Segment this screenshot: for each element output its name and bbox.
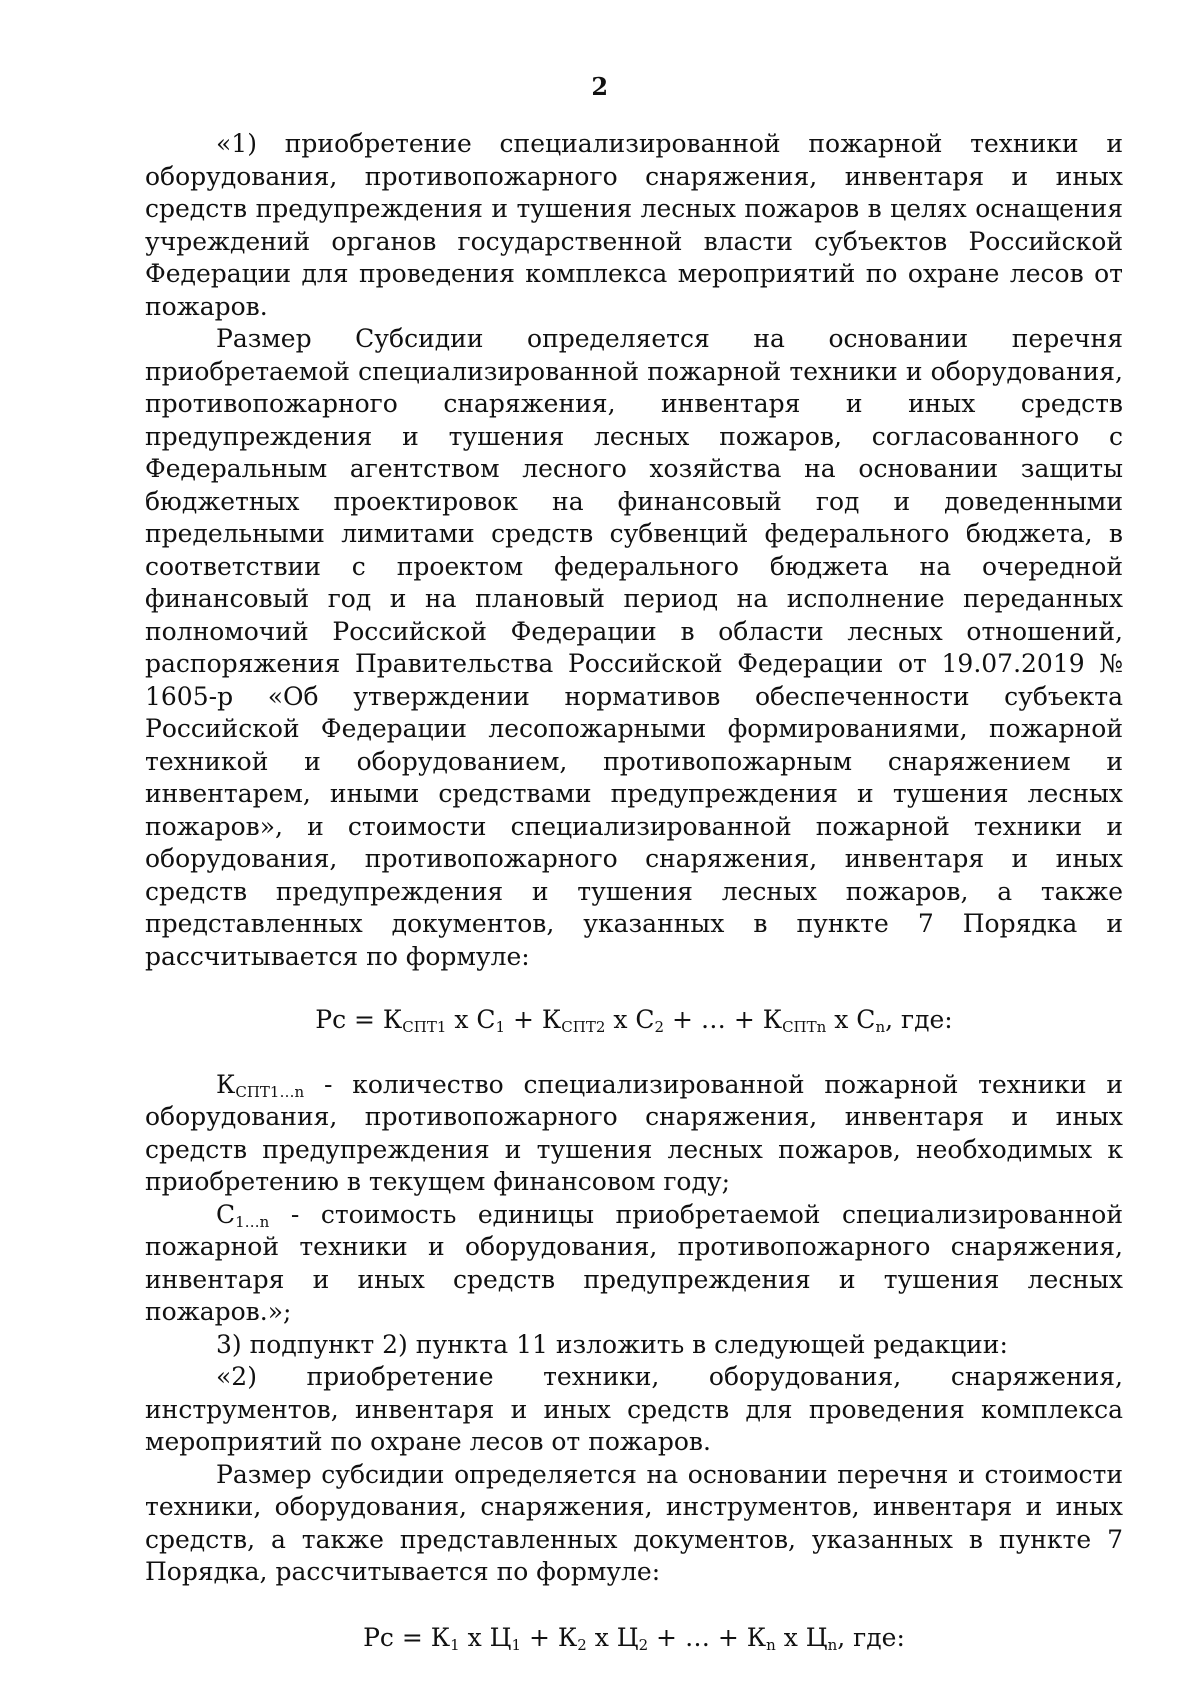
document-body [145,128,1123,1654]
paragraph-item-1: «1) приобретение специализированной пожарной техники и оборудования, противопожарного снаряжения, инвентаря и иных средств предупреждения и тушения лесных пожаров в целях оснащения учреждений органов государственной власти субъектов Российской Федерации для проведения комплекса мероприятий по охране лесов от пожаров. [145,129,1123,321]
paragraph-subpoint-3: 3) подпункт 2) пункта 11 изложить в следующей редакции: [216,1329,1008,1359]
definition-c: $С_{1\dots n}$ - стоимость единицы приобретаемой специализированной пожарной техники и оборудования, противопожарного снаряжения, инвентаря и иных средств предупреждения и тушения лесных пожаров.»; [145,1199,1123,1326]
definition-k-spt: $К_{СПТ1\dots n}$ - количество специализированной пожарной техники и оборудования, противопожарного снаряжения, инвентаря и иных средств предупреждения и тушения лесных пожаров, необходимых к приобретению в текущем финансовом году; [145,1069,1123,1196]
paragraph-subsidy-size: Размер Субсидии определяется на основании перечня приобретаемой специализированной пожарной техники и оборудования, противопожарного снаряжения, инвентаря и иных средств предупреждения и тушения лесных пожаров, согласованного с Федеральным агентством лесного хозяйства на основании защиты бюджетных проектировок на финансовый год и доведенными предельными лимитами средств субвенций федерального бюджета, в соответствии с проектом федерального бюджета на очередной финансовый год и на плановый период на исполнение переданных полномочий Российской Федерации в области лесных отношений, распоряжения Правительства Российской Федерации от 19.07.2019 № 1605-р «Об утверждении нормативов обеспеченности субъекта Российской Федерации лесопожарными формированиями, пожарной техникой и оборудованием, противопожарным снаряжением и инвентарем, иными средствами предупреждения и тушения лесных пожаров», и стоимости специализированной пожарной техники и оборудования, противопожарного снаряжения, инвентаря и иных средств предупреждения и тушения лесных пожаров, а также представленных документов, указанных в пункте 7 Порядка и рассчитывается по формуле: [145,324,1123,971]
page-number: 2 [591,72,609,101]
formula-2: Рс = $К_1$ х $Ц_1 + К_2$ х $Ц_2$ + … + $К_n$ х $Ц_n$, где: [363,1622,905,1654]
paragraph-item-2: «2) приобретение техники, оборудования, снаряжения, инструментов, инвентаря и иных средств для проведения комплекса мероприятий по охране лесов от пожаров. [145,1362,1123,1456]
formula-1: Рс = $К_{СПТ1}$ х $С_1 + К_{СПТ2}$ х $С_2$ + … + $К_{СПТn}$ х $С_n$, где: [315,1005,953,1036]
paragraph-subsidy-size-2: Размер субсидии определяется на основании перечня и стоимости техники, оборудования, снаряжения, инструментов, инвентаря и иных средств, а также представленных документов, указанных в пункте 7 Порядка, рассчитывается по формуле: [145,1459,1123,1586]
